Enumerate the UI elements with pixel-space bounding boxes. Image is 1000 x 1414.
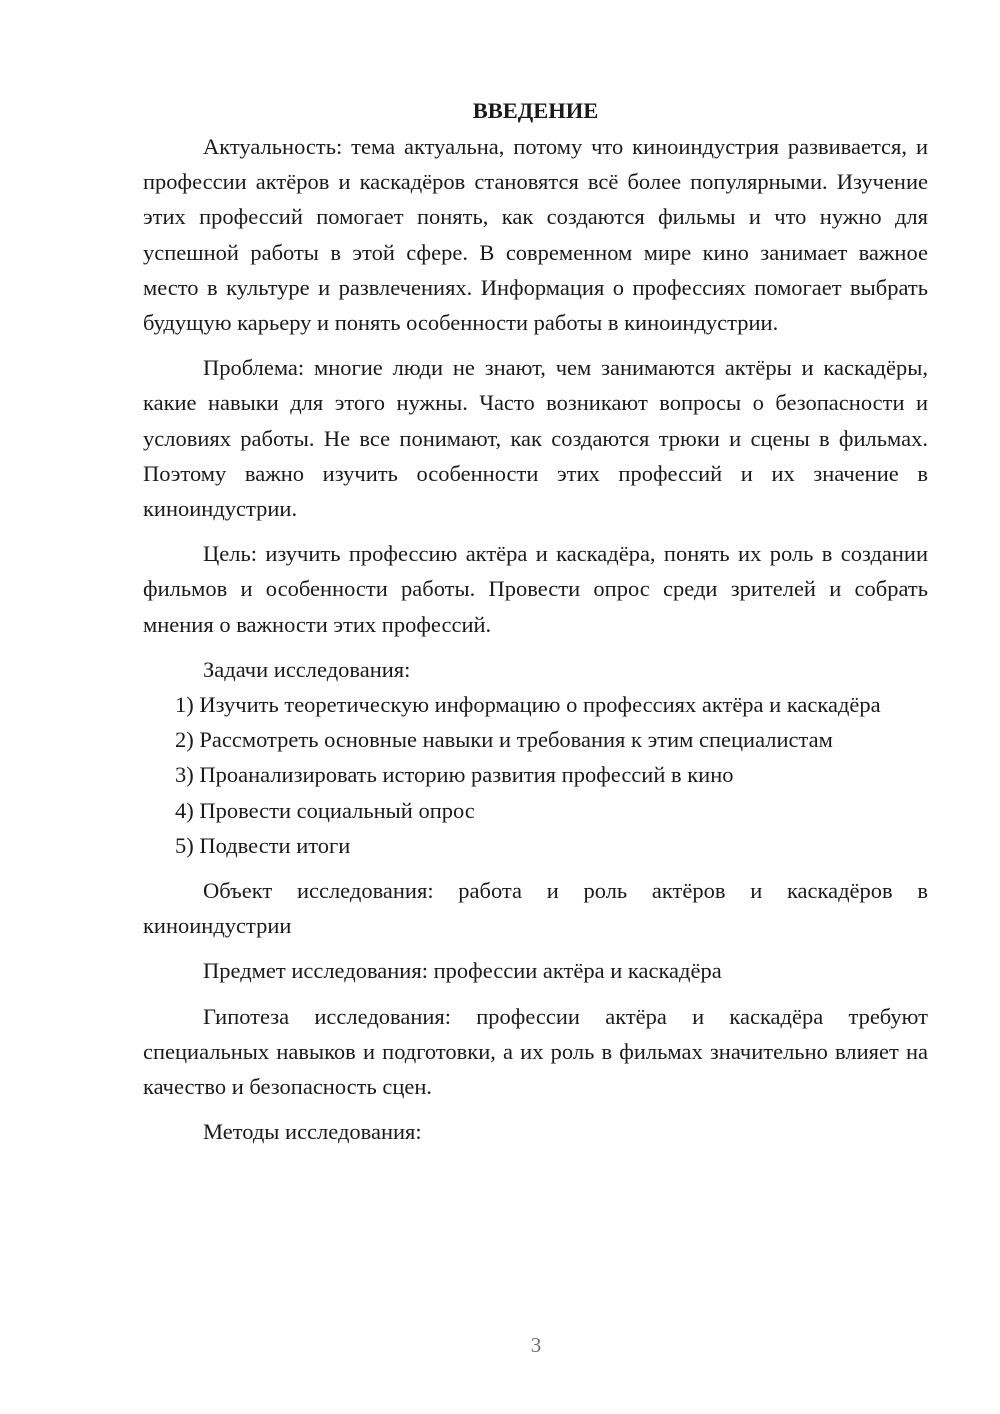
document-page [143, 93, 928, 1149]
page-title: ВВЕДЕНИЕ [472, 98, 599, 123]
paragraph-relevance: Актуальность: тема актуальна, потому что киноиндустрия развивается, и профессии актёров и каскадёров становятся всё более популярными. Изучение этих профессий помогает понять, как создаются фильмы и что нужно для успешной работы в этой сфере. В современном мире кино занимает важное место в культуре и развлечениях. Информация о профессиях помогает выбрать будущую карьеру и понять особенности работы в киноиндустрии. [143, 134, 928, 336]
paragraph-object: Объект исследования: работа и роль актёров и каскадёров в киноиндустрии [143, 878, 928, 939]
paragraph-subject: Предмет исследования: профессии актёра и каскадёра [203, 958, 722, 984]
methods-heading: Методы исследования: [203, 1119, 422, 1145]
tasks-heading: Задачи исследования: [203, 656, 411, 682]
paragraph-hypothesis: Гипотеза исследования: профессии актёра и каскадёра требуют специальных навыков и подготовки, а их роль в фильмах значительно влияет на качество и безопасность сцен. [143, 1003, 928, 1100]
paragraph-goal: Цель: изучить профессию актёра и каскадёра, понять их роль в создании фильмов и особенности работы. Провести опрос среди зрителей и собрать мнения о важности этих профессий. [143, 541, 928, 637]
list-item: 1) Изучить теоретическую информацию о профессиях актёра и каскадёра [175, 692, 881, 718]
paragraph-problem: Проблема: многие люди не знают, чем занимаются актёры и каскадёры, какие навыки для этого нужны. Часто возникают вопросы о безопасности и условиях работы. Не все понимают, как создаются трюки и сцены в фильмах. Поэтому важно изучить особенности этих профессий и их значение в киноиндустрии. [143, 355, 928, 522]
list-item: 2) Рассмотреть основные навыки и требования к этим специалистам [175, 727, 833, 753]
list-item: 3) Проанализировать историю развития профессий в кино [175, 762, 734, 788]
list-item: 4) Провести социальный опрос [175, 797, 475, 823]
list-item: 5) Подвести итоги [175, 832, 351, 858]
tasks-list [143, 687, 928, 863]
page-number: 3 [530, 1333, 542, 1357]
